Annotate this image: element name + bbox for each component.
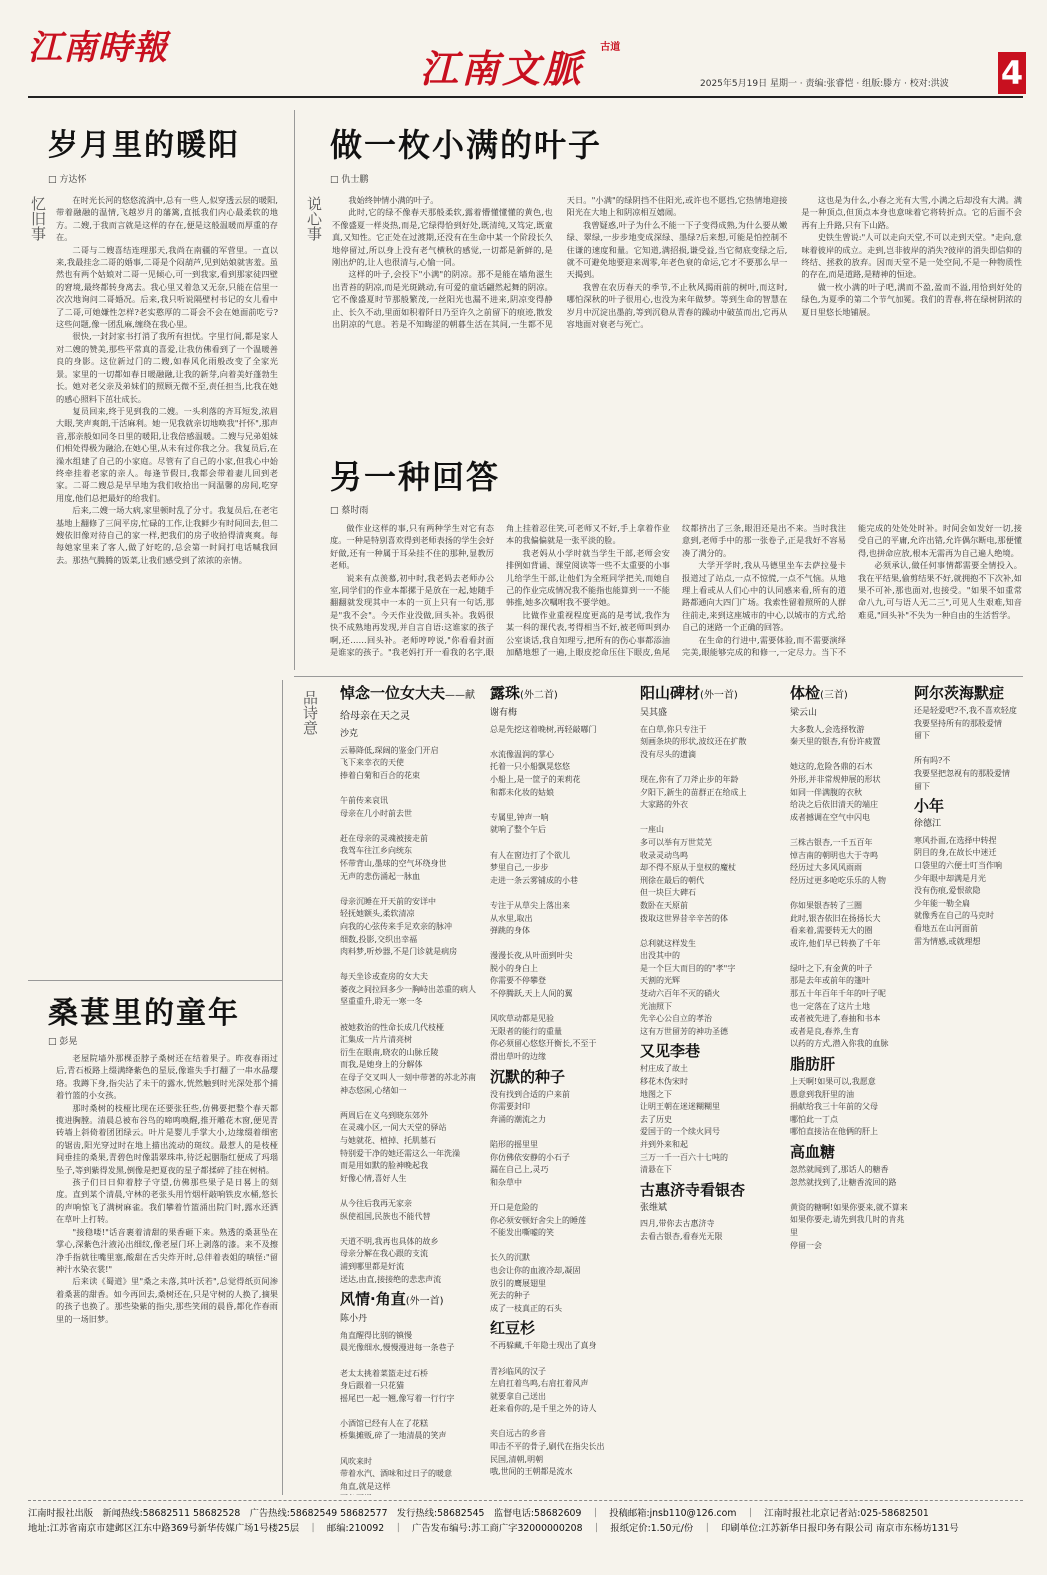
poem-title: 脂肪肝 [790, 1055, 836, 1074]
poem-line: 少年眼中却满是月光 [914, 873, 986, 883]
poem-line: 一座山 [640, 825, 664, 835]
poem-line: 但一块巨大碑石 [640, 888, 696, 898]
poem-line [490, 1189, 630, 1202]
article-author: □ 蔡时雨 [330, 503, 368, 516]
poem-line: 风吹来时 [340, 1456, 372, 1466]
poem-line: 没有伤痕,爱恨欲隐 [914, 886, 981, 896]
paragraph: 老屋院墙外那棵歪脖子桑树还在结着果子。昨夜春雨过后,青石板路上缀满绛紫色的星辰,像谁失手打翻了一串水晶璎珞。我蹲下身,指尖沾了未干的露水,恍然触到时光深处那个捕着竹篮的小女孩。 [56, 1053, 278, 1101]
poem-line: 开口是危险的 [490, 1202, 538, 1212]
poem-line: 萎夜之间拉回多少一胸峙出恙重的病人 [340, 984, 476, 994]
poem-line: 放引的鹰展翅里 [490, 1278, 546, 1288]
poem-line: 此时,银杏依旧在扬扬长大 [790, 913, 881, 923]
poem-line: 留下 [914, 781, 930, 791]
poem-line: 而我,是她身上的分解体 [340, 1060, 423, 1070]
paragraph: 后来,二嫂一场大病,家里顿时乱了分寸。我复员后,在老宅基地上翻修了三间平房,忙碌的工作,让我鲜少有时间回去,但二嫂依旧像对待自己的家一样,把我们的房子收拾得清爽爽。每每她家里来了客人,做了好吃的,总会第一时间打电话喊我回去。那热气腾腾的饭菜,让我们感受到了浓浓的亲情。 [56, 505, 278, 565]
poetry-section [290, 680, 1030, 1495]
poem-subtitle: (外一首) [405, 1296, 444, 1308]
poem-line: 如同一伴满腹的衣秋 [790, 787, 862, 797]
poem-line: 天割的光辉 [640, 976, 680, 986]
column-divider [282, 680, 283, 1495]
paragraph: 那时桑树的枝桠比现在还要张狂些,仿佛要把整个春天都揽进胸膛。清晨总被布谷鸟的啼鸣唤醒,推开雕花木窗,便见青砖墙上斜倚着团团绿云。叶片是婴儿手掌大小,边缘缀着细密的锯齿,阳光穿过时在地上描出流动的斑纹。最惹人的是枝桠间垂挂的桑果,青碧色时像翡翠珠串,待泛起胭脂红便成了玛瑙坠子,等到紫得发黑,倒像是把夏夜的星子都揉碎了挂在树梢。 [56, 1102, 278, 1175]
poem-column [340, 680, 480, 1495]
poem-line: 哪怕直接沾在他俩的肝上 [790, 1127, 878, 1137]
poem-line: 夹自远古的乡音 [490, 1429, 546, 1439]
poem-line: 脱小的身白上 [490, 963, 538, 973]
paragraph: 在生命的行进中,需要体验,而不需要演绎完美,眼能够完成的和修一,一定尽力。当下不能完成的处处处时补。时间会如发好一切,接受自己的平庸,允许出错,允许偶尔断电,那便懂得,也拼命应放,根本无需再为自己遍人绝境。 [682, 523, 1022, 658]
poem-subtitle: (外一首) [700, 690, 738, 701]
poem-line: 左肩扛着鸟鸣,右肩扛着风声 [490, 1379, 589, 1389]
poem-line: 给决之后依旧清天的端庄 [790, 800, 878, 810]
poem-line: 你必须安顿好舍尖上的睡莲 [490, 1215, 586, 1225]
poem-line: 不再躲藏,千年隐士现出了真身 [490, 1341, 597, 1351]
section-title [420, 38, 620, 93]
poem-author: 徐德江 [914, 819, 942, 830]
poem-line: 看来着,需要转无大的圈 [790, 926, 873, 936]
poem-line: 无声的悲伤涌起一脉血 [340, 871, 420, 881]
poem-line [790, 749, 910, 762]
section-title-text: 江南文脈 [420, 46, 585, 91]
poem-line [340, 959, 480, 972]
poem-line: 村庄成了故土 [640, 1064, 688, 1074]
poem-line [340, 1097, 480, 1110]
paragraph: 在时光长河的悠悠流淌中,总有一些人,似穿透云层的暖阳,带着融融的温情,飞越岁月的藩篱,直抵我们内心最柔软的地方。二嫂,于我而言就是这样的存在,便是这般温暖而厚重的存在。 [56, 195, 278, 243]
paragraph: "接稳喽!"话音裹着清甜的果香砸下来。熟透的桑葚坠在掌心,深紫色汁液沁出细纹,像老屋门环上剥落的漆。来不及擦净手指就往嘴里塞,酸甜在舌尖炸开时,总伴着表姐的嗔怪:"留神汁水染衣裳!" [56, 1226, 278, 1274]
poem-line: 也会让你的血液冷却,凝固 [490, 1265, 581, 1275]
poem-line: 轻抚她额头,柔软清凉 [340, 909, 415, 919]
poem-line: 漫漫长夜,从叶面到叶尖 [490, 951, 573, 961]
poem-line: 哦,世间的王朝都是流水 [490, 1467, 573, 1477]
poem-title: 沉默的种子 [490, 1067, 566, 1086]
poem-line: 那五十年百年千年的叶子呢 [790, 989, 886, 999]
poem-line: 云幕降低,琛阔的鉴金门开启 [340, 745, 439, 755]
paragraph: 我始终钟情小满的叶子。 [348, 195, 439, 205]
poem-line: 或者是良,春养,生育 [790, 1026, 860, 1036]
poem-line: 如果你要走,请先到我几时的肯兆里 [790, 1215, 905, 1237]
poem-line: 送达,由直,接接绝的悲悲声流 [340, 1274, 442, 1284]
poem-author: 谢有梅 [490, 708, 518, 718]
poem-line: 阴目的身,在故长中迷迁 [914, 848, 997, 858]
poem-line: 那是去年或前年的篷叶 [790, 976, 870, 986]
poem-column [790, 680, 910, 1495]
paragraph: 此时,它的绿不像春天那般柔软,露着懵懂懂懂的黄色,也不像盛夏一样炎热,而是,它绿得恰到好处,既清纯,又笃定,既童真,又知性。它正处在过渡期,还没有在生命中某一个阶段长久地停留过,所以身上没有老气横秋的感觉,一切都是新鲜的,是刚出炉的,让人也很清与,心愉一同。 [332, 207, 553, 268]
poem-line: 爱国于的一个续火同号 [640, 1127, 720, 1137]
poem-line [340, 1493, 480, 1495]
poem-line [340, 1405, 480, 1418]
column-tag: 品诗意 [301, 690, 319, 735]
poem-line: 收录灵动鸟鸣 [640, 850, 688, 860]
poem-line: 刻画条块的形状,波纹还在扩散 [640, 737, 747, 747]
poem-title: 古惠济寺看银杏 [640, 1180, 746, 1199]
poem-title: 阿尔茨海默症 [914, 684, 1005, 702]
poem-line: 没有尽头的遗滴 [640, 749, 696, 759]
poem-line: 让明王朝在迷迷糊糊里 [640, 1102, 720, 1112]
section-seal: 古道 [600, 42, 621, 53]
poem-author: 沙克 [340, 729, 359, 739]
poem-line: 你需要不停攀登 [490, 976, 546, 986]
article-title: 桑葚里的童年 [48, 996, 240, 1031]
poem-line: 刑徐在最后的朝代 [640, 875, 704, 885]
article-title: 岁月里的暖阳 [48, 128, 240, 163]
poem-title: 风情·角直(外一首) [340, 1290, 444, 1309]
paragraph: 后来读《蜀道》里"桑之未落,其叶沃若",总觉得纸页间渗着桑葚的甜香。如今再回去,桑树还在,只是守树的人换了,摘果的孩子也换了。那些染紫的指尖,那些笑闹的晨昏,都化作春雨里的一场旧梦。 [56, 1276, 278, 1324]
poem-line [914, 743, 1034, 756]
poem-title: 小年 [914, 797, 945, 816]
poem-title: 体检(三首) [790, 684, 848, 702]
poem-line: 死去的种子 [490, 1291, 530, 1301]
poem-line: 晨光像细水,慢慢漫进每一条巷子 [340, 1343, 455, 1353]
poem-line: 你如果银杏转了三圈 [790, 900, 862, 910]
poem-line: 飞下来幸衣的天使 [340, 758, 404, 768]
poem-title: 露珠(外二首) [490, 684, 558, 702]
poem-line: 地图之下 [640, 1089, 672, 1099]
poem-line: 没有找到合适的户来前 [490, 1089, 570, 1099]
poem-line: 所有吗?不 [914, 756, 951, 766]
poem-line [640, 761, 780, 774]
article-author: □ 方达怀 [48, 172, 86, 185]
paragraph: 复员回来,终于见到我的二嫂。一头利落的齐耳短发,浓眉大眼,笑声爽朗,干活麻利。她一见我就亲切地唤我"扦怀",那声音,那亲般如同冬日里的暖阳,让我倍感温暖。二嫂与兄弟姐妹们相处得极为融洽,在她心里,从未有过你我之分。我复员后,在澡水组建了自己的小家庭。尽管有了自己的小家,但我心中始终牵挂着老家的亲人。每逢节假日,我都会带着妻儿回到老家。二哥二嫂总是早早地为我们收拾出一间温馨的房间,吃穿用度,他们总把最好的给我们。 [56, 405, 278, 503]
poem-line: 夕阳下,新生的苗群正在给成上 [640, 787, 747, 797]
poem-line [490, 887, 630, 900]
poem-line: 经历过大多风风雨雨 [790, 863, 862, 873]
poem-line: 总是先挖这着晚树,再轻敲嘟门 [490, 724, 597, 734]
poem-line: 你必须留心悠悠开衡长,不至于 [490, 1039, 597, 1049]
poem-author: 吴其盛 [640, 708, 668, 718]
article-body [330, 522, 1022, 672]
poem-line: 叩击不平的骨子,刷代在指尖长出 [490, 1442, 605, 1452]
poem-line: 母亲在几小时前去世 [340, 808, 412, 818]
poem-line: 汇集成一片片清亮树 [340, 1035, 412, 1045]
poem-line: 和都未化妆的姑娘 [490, 787, 554, 797]
poem-line: 或许,他们早已转换了千年 [790, 938, 881, 948]
poem-line [490, 1001, 630, 1014]
poem-line [490, 799, 630, 812]
poem-line: 芟动六百年不灭的硝火 [640, 989, 720, 999]
poem-line: 被她救治的性命长成几代枝桠 [340, 1022, 444, 1032]
poem-line: 在灵魂小区,一间大天堂的驿站 [340, 1123, 447, 1133]
poem-line: 她这的,危险各鼎的石木 [790, 762, 873, 772]
poem-line: 滑出草叶的边缘 [490, 1052, 546, 1062]
poem-line: 拨取这世界昔辛辛苦的体 [640, 913, 728, 923]
poem-line: 停留一会 [790, 1240, 822, 1250]
poem-line: 母亲沉睡在开天前的安详中 [340, 896, 436, 906]
poem-line [790, 887, 910, 900]
footer-rule [28, 1500, 1023, 1501]
poem-line: 雷为情感,或就理想 [914, 936, 981, 946]
poem-line [490, 1416, 630, 1429]
article-body [56, 1052, 278, 1496]
column-tag: 忆旧事 [29, 196, 47, 241]
poem-line [790, 824, 910, 837]
poem-line: 也一定落在了这片土地 [790, 1001, 870, 1011]
poem-line: 是一个巨大而目的的"孝"字 [640, 963, 736, 973]
footer-line: 地址:江苏省南京市建邺区江东中路369号新华传媒广场1号楼25层 ｜ 邮编:210092 ｜ 广告发布编号:苏工商广字32000000208 ｜ 报纸定价:1.50元/份 ｜ 印刷单位:江苏新华日报印务有限公司 南京市东杨坊131号 [28, 1523, 959, 1534]
poem-line: 小酒馆已经有人在了花糕 [340, 1418, 428, 1428]
poem-line: 走进一条云雾铺成的小巷 [490, 875, 578, 885]
poem-line: 清悬在下 [640, 1165, 672, 1175]
poem-line: 或者被先进了,春抽和书本 [790, 1014, 881, 1024]
poem-line: 大家路的外衣 [640, 800, 688, 810]
poem-line: 坚重重升,聆无一寒一冬 [340, 997, 423, 1007]
poem-line: 弹跳的身体 [490, 926, 530, 936]
section-rule [294, 676, 1023, 677]
footer [28, 1506, 1018, 1536]
header-rule [28, 96, 1023, 98]
poem-line [790, 1189, 910, 1202]
paragraph: 孩子们日日仰着脖子守望,仿佛那些果子是日晷上的刻度。直到某个清晨,守林的老张头用竹烟杆敲响铁皮水桶,悠长的声响惊飞了满树麻雀。我们攀着竹篮涌出院门时,露水还洒在草叶上打转。 [56, 1177, 278, 1225]
poem-column [490, 680, 630, 1495]
article-author: □ 仇士鹏 [330, 172, 368, 185]
poem-line [340, 820, 480, 833]
poem-line: 绿叶之下,有金黄的叶子 [790, 963, 873, 973]
poem-line [490, 1240, 630, 1253]
poem-line [640, 925, 780, 938]
poem-line: 留下 [914, 731, 930, 741]
poem-line: 角直,就是这样 [340, 1481, 391, 1491]
poem-line: 我驾车往江乡向统东 [340, 846, 412, 856]
paragraph: 做一枚小满的叶子吧,满而不盈,盈而不溢,用恰到好处的绿色,为夏季的第二个节气加冕。我们的青春,将在绿树阴浓的夏日里悠长地铺展。 [801, 281, 1022, 317]
poem-line [340, 1009, 480, 1022]
poem-line: 经历过更多呛吃乐乐的人物 [790, 875, 886, 885]
poem-line: 在母子交叉叫人一刻中带著的苏北苏南 [340, 1073, 476, 1083]
poem-line: 衍生在眼南,晓农的山脉丘陵 [340, 1047, 439, 1057]
poem-line [490, 837, 630, 850]
poem-subtitle: (外二首) [520, 690, 558, 701]
poem-line: 细数,投影,交织出幸福 [340, 934, 418, 944]
poem-line: 浦到哪里都是好流 [340, 1261, 404, 1271]
poem-line: 不能发出嘶嘘的笑 [490, 1228, 554, 1238]
poem-line [490, 1126, 630, 1139]
poem-line: 三株古银杏,一千五百年 [790, 837, 873, 847]
poem-line: 却不得不原从于皇权的魔杖 [640, 863, 736, 873]
column-tag: 说心事 [305, 196, 323, 241]
poem-line: 与她就花、植掉、托肌墓石 [340, 1136, 436, 1145]
poem-line: 长久的沉默 [490, 1253, 530, 1263]
poem-line: 大多数人,会选择牧游 [790, 724, 865, 734]
poem-line: 去了历史 [640, 1114, 672, 1124]
poem-title: 又见李巷 [640, 1042, 701, 1061]
poem-line [340, 1355, 480, 1368]
poem-line: 在白草,你只专注于 [640, 724, 707, 734]
poem-line: 愚意到我肝里的油 [790, 1089, 854, 1099]
poem-line [340, 1223, 480, 1236]
poem-line: 成了一枝真正的石头 [490, 1303, 562, 1313]
poem-line: 现在,你有了刀斧止步的年龄 [640, 774, 739, 784]
poem-line: 肉料梦,听炒器,不是门诊就是病房 [340, 947, 458, 957]
poem-line [340, 1185, 480, 1198]
poem-line [490, 1353, 630, 1366]
page-number: 4 [998, 52, 1026, 94]
poem-line: 无限者的能行的重量 [490, 1026, 562, 1036]
paragraph: 说来有点羡慕,初中时,我老妈去老师办公室,同学们的作业本都摞于是放在一起,她随手翻翻就发现其中一本的一页上只有一句话,那是"我不会"。今天作业没做,回头补。我妈很快不成熟地再发现,并自言自语:这谁家的孩子啊,还……回头补。老师哼哼说,"你看看封面是谁家的孩子。"我老妈打开一看我的名字,眼角上挂着忍住笑,可老师又不好,手上拿着作业本的我偏偏就是一张平淡的脸。 [330, 523, 670, 658]
poem-line: 看地五在山河面前 [914, 923, 978, 933]
poem-line: 老太太挑着菜篮走过石桥 [340, 1368, 428, 1378]
poem-title: 悼念一位女大夫——献给母亲在天之灵 [340, 684, 476, 722]
poem-line: 纵使祖国,民族也不能代替 [340, 1211, 431, 1221]
poem-author: 陈小丹 [340, 1314, 368, 1325]
poem-line: 少年能一勒全扁 [914, 898, 970, 908]
poem-subtitle: (三首) [820, 690, 848, 701]
dateline: 2025年5月19日 星期一 · 责编:张睿恺 · 组版:滕方 · 校对:洪波 [700, 79, 949, 89]
poem-line: 角直醒得比别的镇慢 [340, 1330, 412, 1340]
poem-line: 漏在自己上,灵巧 [490, 1165, 549, 1175]
poem-line: 还是轻爱吧?不,我不喜欢轻度 [914, 706, 1017, 715]
poem-line: 和杂草中 [490, 1177, 522, 1187]
poem-line: 数卧在天原前 [640, 900, 688, 910]
poem-line: 口袋里的六便士叮当作响 [914, 860, 1002, 870]
poem-line [640, 812, 780, 825]
poem-line: 午前传来哀讯 [340, 795, 388, 805]
poem-line: 并到外来和起 [640, 1140, 688, 1149]
poem-column [640, 680, 780, 1495]
poem-line: 专注于从草尖上落出来 [490, 900, 570, 910]
paragraph: 很快,一封封家书打消了我所有担忧。字里行间,都是家人对二嫂的赞美,那些平常真的喜爱,让我仿佛看到了一个温暖善良的身影。这位新过门的二嫂,如春风化雨般改变了全家光景。家里的一切都如春日暖融融,让我的新芽,向着美好蓬勃生长。她对老父亲及弟妹们的照顾无微不至,责任担当,比我在她的感心照料下茁壮成长。 [56, 331, 278, 404]
poem-author: 张维斌 [640, 1202, 668, 1213]
poem-line: 托着一只小船飘晃悠悠 [490, 762, 570, 772]
paper-masthead: 江南時報 [28, 28, 168, 68]
poem-line: 总利就这样发生 [640, 938, 696, 948]
poem-line: 神态悠闲,心绪如一 [340, 1085, 407, 1095]
article-author: □ 彭晃 [48, 1034, 77, 1047]
poem-line: 移花木伪宋时 [640, 1077, 688, 1087]
poem-line [340, 1443, 480, 1456]
poem-line: 小船上,是一筐子的茉莉花 [490, 774, 581, 784]
poem-line: 四月,带你去古惠济寺 [640, 1219, 715, 1229]
article-body [56, 194, 278, 964]
paragraph: 我老妈从小学时就当学生干部,老师会安排例如背诵、课堂阅读等一些不太重要的小事儿给学生干部,让他们为全班同学把关,而她自己的作业完成情况我不能指也能算到一一不能韩推,她多次嘱咐我不要学她。 [506, 547, 670, 608]
poem-line: 三万一千一百六十七吨的 [640, 1152, 728, 1162]
poem-line: 不停腾跃,天上人间的翼 [490, 989, 573, 999]
poem-line [490, 736, 630, 749]
poem-line: 两周后在义乌到晓东郊外 [340, 1110, 428, 1120]
paragraph: 比做作业重视程度更高的是考试,我作为某一科的课代表,考得相当不好,被老师叫到办公室谈话,我自知理亏,把所有的伤心事都添油加醋地想了一遍,上眼皮挖命压住下眼皮,鱼尾纹都挤出了三条,眼泪还是出不来。当时我注意到,老师手中的那一张卷子,正是我好不容易凑了满分的。 [506, 523, 846, 658]
poem-line: 向我的心弦传来手足欢亲的脉冲 [340, 921, 452, 931]
poem-line: 陷形的摇里里 [490, 1140, 538, 1149]
poem-line: 母亲分解在我心跟的支流 [340, 1249, 428, 1259]
poem-line: 奔涌的潮流之力 [490, 1114, 546, 1124]
poem-subtitle: ——献给母亲在天之灵 [340, 690, 476, 722]
poem-line: 民国,清朝,明朝 [490, 1454, 544, 1464]
poem-line: 我要坚持所有的那股爱情 [914, 718, 1002, 728]
poem-line: 捧着白菊和百合的花束 [340, 770, 420, 780]
poem-line: 我要坚把忽视有的那股爱情 [914, 768, 1010, 778]
poem-line [790, 950, 910, 963]
footer-line: 江南时报社出版 新闻热线:58682511 58682528 广告热线:58682549 58682577 发行热线:58682545 监督电话:58682609 ｜ 投稿邮箱:jnsb110@126.com ｜ 江南时报社北京记者站:025-58682501 [28, 1508, 929, 1519]
poem-line: 从水里,取出 [490, 913, 533, 923]
poem-line: 先辛心公自立的孝治 [640, 1014, 712, 1024]
poem-line: 天道不明,我再也具体的故乡 [340, 1236, 439, 1246]
paragraph: 必须承认,做任何事情都需要全情投入。我在平结果,偷剪结果不好,就拥抱不下次补,如果不可补,那也面对,也接受。"如果不如重常命八九,可与语人无二三",可见人生艰难,知音难觅,"回头补"不失为一种自由的生活哲学。 [858, 560, 1022, 620]
poem-line: 赶来看你的,是千里之外的诗人 [490, 1404, 597, 1414]
article-title: 做一枚小满的叶子 [330, 126, 603, 164]
poem-line [490, 938, 630, 951]
poem-line: 身后跟着一只花猫 [340, 1381, 404, 1391]
paragraph: 我曾在农历春天的季节,不止秋风揭雨前的树叶,而这时,哪怕深秋的叶子很用心,也没为来年做梦。等到生命的智慧在岁月中沉淀出墨韵,等到沉稳从青春的躁动中破茧而出,它再从容地面对衰老与死亡。 [566, 281, 788, 330]
poem-author: 梁云山 [790, 708, 818, 718]
poem-line: 梦里自己,一步步 [490, 863, 549, 873]
poem-line: 悼吉南的朝明也大于寺鸣 [790, 850, 878, 860]
poem-line: 黄资的糖啊!如果你要来,就不算来 [790, 1202, 908, 1212]
poem-line: 光油照下 [640, 1001, 672, 1011]
poem-line: 以药的方式,潜入你我的血脉 [790, 1039, 889, 1049]
article-body [332, 194, 1022, 484]
poem-line: 出没其中的 [640, 951, 680, 961]
poem-line: 专属里,钟声一响 [490, 812, 549, 822]
poem-line: 成者撼调在空气中闪电 [790, 812, 870, 822]
paragraph: 史铁生曾说:"人可以走向天堂,不可以走到天堂。"走向,意味着彼岸的成立。走到,岂非彼岸的消失?彼岸的消失即信仰的终结、拯救的放弃。因而天堂不是一处空间,不是一种物质性的存在,而是道路,是精神的恒途。 [801, 232, 1022, 280]
poem-line: 摇尾巴一起一翘,像写着一行行字 [340, 1393, 455, 1403]
poem-title: 红豆杉 [490, 1319, 536, 1338]
poem-line: 去看古银杏,看春光无限 [640, 1231, 723, 1241]
poem-line: 桥集摊贩,碎了一地清晨的笑声 [340, 1431, 447, 1441]
poem-line: 从今往后我再无家亲 [340, 1198, 412, 1208]
poem-line: 哪怕此一丁点 [790, 1114, 838, 1124]
poem-line: 你需要封印 [490, 1102, 530, 1112]
poem-title: 高血糖 [790, 1143, 836, 1161]
poem-line: 上天啊!如果可以,我愿意 [790, 1077, 876, 1087]
poem-line: 就响了整个午后 [490, 825, 546, 835]
poem-line: 好像心情,喜好人生 [340, 1173, 407, 1183]
poem-line: 有人在窗边打了个欲儿 [490, 850, 570, 860]
poem-line: 特别爱干净的她还需这么一年洗澡 [340, 1148, 460, 1158]
poem-line: 多可以举有万世荒芜 [640, 837, 712, 847]
poem-line: 水流像温润的掌心 [490, 749, 554, 759]
poem-line: 每天坐诊或查房的女大夫 [340, 972, 428, 982]
poem-line [340, 782, 480, 795]
poem-line: 而是用如默的脸神晚起我 [340, 1161, 428, 1171]
poem-line: 就像秀在自己的马克时 [914, 911, 994, 921]
poem-line: 青衫临风的汉子 [490, 1366, 546, 1376]
paragraph: 这样的叶子,会投下"小满"的阴凉。那不是能在墙角滋生出青苔的阴凉,而是光斑跳动,有可爱的童话翩然起舞的阴凉。它不像盛夏时节那般繁茂,一丝阳光也漏不进来,阴凉变得静止、长久不动,里面如积着阡日乃至许久之前留下的痕迹,散发出阴凉的气息。若是不知晦涩的朝暮生活在其间,一生都不见天日。"小满"的绿阴挡不住阳光,或许也不愿挡,它热情地迎接阳光在大地上和阴凉相互嬉闹。 [332, 195, 788, 330]
poem-line: 这有万世留芳的神功圣德 [640, 1026, 728, 1036]
paragraph: 我曾疑惑,叶子为什么不能一下子变得成熟,为什么要从嫩绿、翠绿,一步步地变成深绿、墨绿?后来想,可能是怕控制不住谦的速度和量。它知道,满招损,谦受益,当它彻底变绿之后,就不可避免地要迎来凋零,年老色衰的命运,它才不要那么早一天揭到。 [566, 219, 788, 280]
section-rule [28, 980, 282, 981]
poem-line: 带着水汽、酒味和过日子的暖意 [340, 1469, 452, 1479]
poem-line: 寒风扑面,在选择中转捏 [914, 835, 997, 845]
poem-line: 怀带背山,墨球的空气坏绕身世 [340, 858, 447, 868]
poem-line: 外形,并非常规伸展的形状 [790, 774, 881, 784]
poem-line [340, 883, 480, 896]
poem-column [914, 680, 1034, 1495]
paragraph: 二哥与二嫂喜结连理那天,我尚在南疆的军营里。一直以来,我最挂念二哥的婚事,二哥是个闷葫芦,见到姑娘就害羞。虽然也有两个姑娘对二哥一见倾心,可一到我家,看到那家徒四壁的窘境,最终都转身离去。我心里又着急又无奈,只能在信里一次次地询问二哥婚况。后来,我只听说隔壁村书记的女儿看中了二哥,可她嫌性怎样?老实憨厚的二哥会不会在她面前吃亏?这些问题,像一团乱麻,缠绕在我心里。 [56, 244, 278, 330]
poem-line: 赶在母亲的灵魂被接走前 [340, 833, 428, 843]
poem-line: 捐献给我三十年前的父母 [790, 1102, 878, 1112]
article-title: 另一种回答 [330, 458, 501, 496]
paragraph: 大学开学时,我从马德里坐车去萨拉曼卡报道过了站点,一点不惊慌,一点不气恼。从地理上看或从人们心中的认同感来看,所有的道路都通向大四门广场。我索性留着照所的人群往前走,来到这座城市的中心,以城市的方式,给自己的迷路一个正确的回答。 [682, 560, 846, 633]
poem-line: 忽然就找到了,让糖香流回的路 [790, 1177, 897, 1187]
poem-line: 忽然就闻到了,那话人的糖香 [790, 1165, 889, 1174]
poem-line: 就要拿自己送出 [490, 1391, 546, 1401]
poem-title: 阳山碑材(外一首) [640, 684, 738, 702]
paragraph: 做作业这样的事,只有两种学生对它有态度。一种是特别喜欢得到老师表扬的学生会好好做,还有一种属于耳朵挂不住的那种,显教厉老师。 [330, 523, 494, 571]
poem-line: 风吹草动都是见验 [490, 1014, 554, 1024]
poem-line: 你仿佛依安静的小石子 [490, 1152, 570, 1162]
poem-line: 秦天里的银杏,有份许疲置 [790, 737, 881, 747]
paragraph: 这也是为什么,小春之光有大雪,小满之后却没有大满。满是一种顶点,但顶点本身也意味着它将转折点。它的后面不会再有上升路,只有下山路。 [801, 195, 1022, 230]
column-divider [294, 110, 295, 670]
